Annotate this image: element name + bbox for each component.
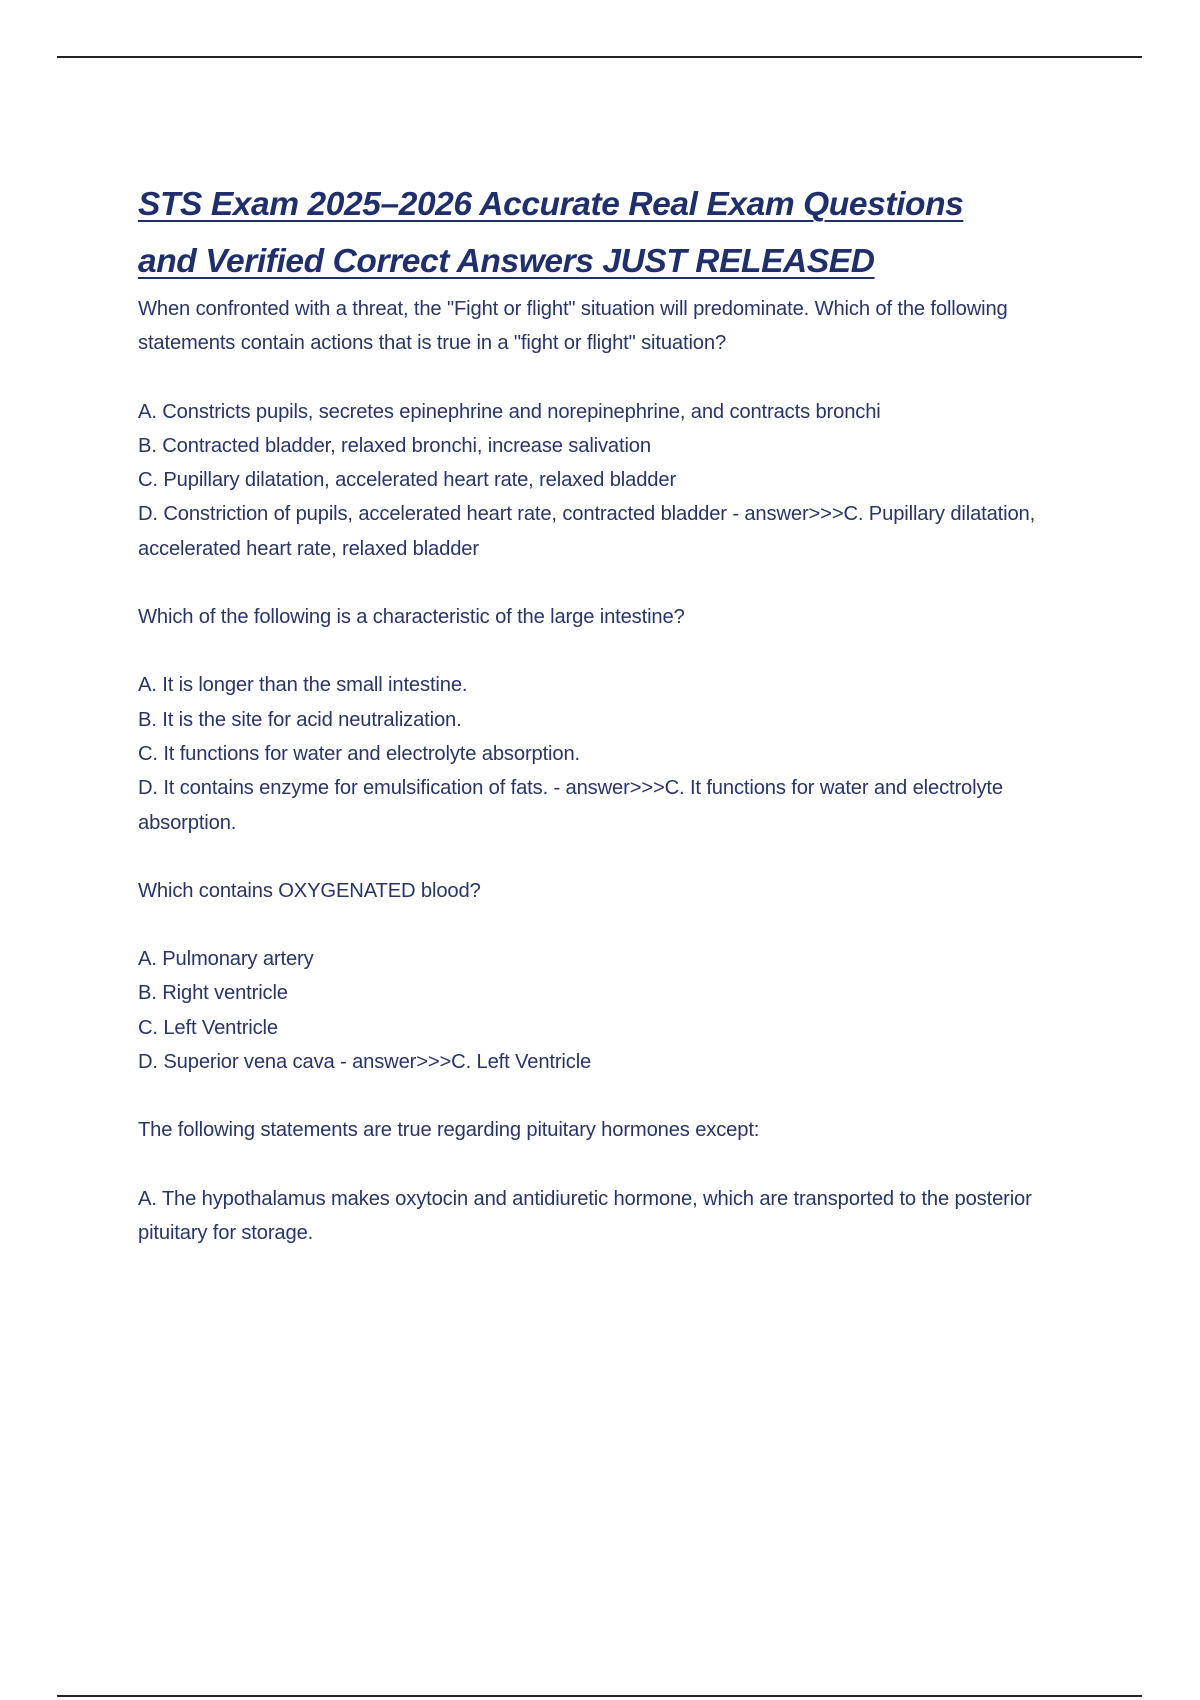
option-a: A. Pulmonary artery xyxy=(138,948,314,971)
option-b: B. Right ventricle xyxy=(138,982,288,1005)
header-rule xyxy=(57,56,1142,58)
option-list xyxy=(138,942,1038,1079)
question-block xyxy=(138,292,1038,566)
option-a: A. It is longer than the small intestine. xyxy=(138,674,468,697)
question-block xyxy=(138,600,1038,840)
option-c: C. Pupillary dilatation, accelerated heart rate, relaxed bladder xyxy=(138,469,677,492)
document-body xyxy=(138,176,1038,1250)
question-text: Which of the following is a characteristic of the large intestine? xyxy=(138,606,685,629)
option-a: A. Constricts pupils, secretes epinephrine and norepinephrine, and contracts bronchi xyxy=(138,400,881,423)
option-list xyxy=(138,668,1038,839)
option-b: B. It is the site for acid neutralization. xyxy=(138,708,462,731)
question-text: When confronted with a threat, the "Fight or flight" situation will predominate. Which of the following statements contain actions that is true in a "fight or flight" situation? xyxy=(138,298,1008,355)
title-line-2: and Verified Correct Answers JUST RELEASED xyxy=(138,243,875,280)
option-c: C. It functions for water and electrolyte absorption. xyxy=(138,742,581,765)
title-line-1: STS Exam 2025–2026 Accurate Real Exam Questions xyxy=(138,186,964,223)
document-title xyxy=(138,176,1038,290)
option-d-with-answer: D. Superior vena cava - answer>>>C. Left Ventricle xyxy=(138,1051,592,1074)
footer-rule xyxy=(57,1695,1142,1697)
question-block xyxy=(138,874,1038,1079)
option-d-with-answer: D. It contains enzyme for emulsification of fats. - answer>>>C. It functions for water and electrolyte absorption. xyxy=(138,777,1003,834)
question-block xyxy=(138,1113,1038,1250)
option-list xyxy=(138,395,1038,566)
option-c: C. Left Ventricle xyxy=(138,1016,278,1039)
option-b: B. Contracted bladder, relaxed bronchi, increase salivation xyxy=(138,434,651,457)
option-list xyxy=(138,1182,1038,1251)
question-text: Which contains OXYGENATED blood? xyxy=(138,879,481,902)
option-a: A. The hypothalamus makes oxytocin and antidiuretic hormone, which are transported to the posterior pituitary for storage. xyxy=(138,1187,1032,1244)
question-text: The following statements are true regarding pituitary hormones except: xyxy=(138,1119,760,1142)
option-d-with-answer: D. Constriction of pupils, accelerated heart rate, contracted bladder - answer>>>C. Pupillary dilatation, accelerated heart rate, relaxed bladder xyxy=(138,503,1036,560)
